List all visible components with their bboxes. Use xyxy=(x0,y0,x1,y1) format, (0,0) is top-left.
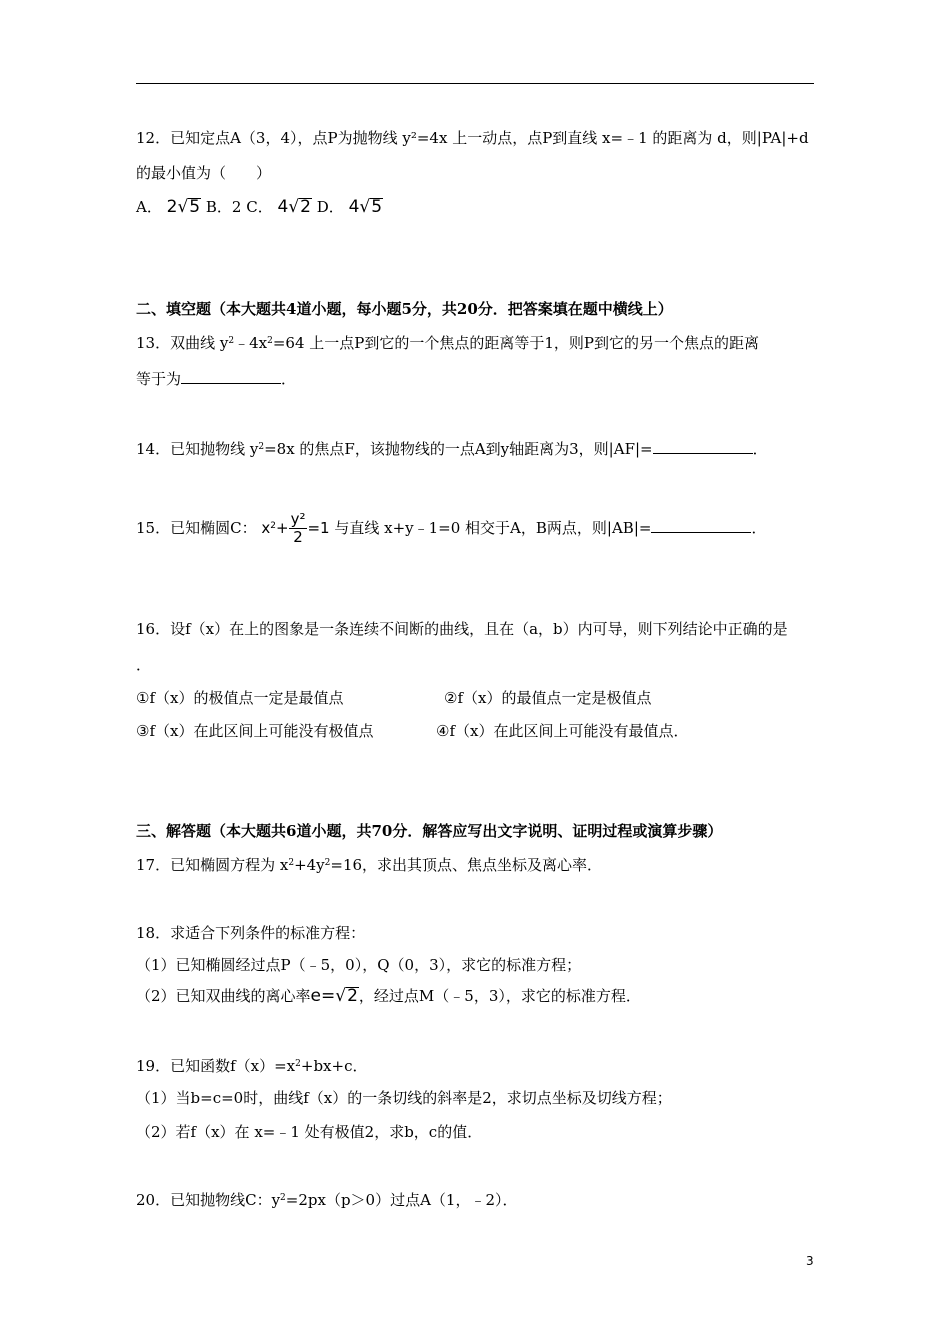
q18-eccentricity: e=√2 xyxy=(310,986,358,1006)
q14: 14．已知抛物线 $y^2=8x$ 的焦点F，该抛物线的一点A到y轴距离为3，则|AF|= ． xyxy=(136,440,768,458)
q12-option-d-value: 4√5 xyxy=(348,197,383,217)
q12-stem-line2: 的最小值为（ ） xyxy=(136,164,272,182)
page-number: 3 xyxy=(806,1254,814,1268)
q12-option-bc-label: B．2 C． xyxy=(205,198,273,216)
section-2-title: 二、填空题（本大题共4道小题，每小题5分，共20分．把答案填在题中横线上） xyxy=(136,300,673,318)
q16-option-2: ②f（x）的最值点一定是极值点 xyxy=(444,689,652,707)
q16-option-3: ③f（x）在此区间上可能没有极值点 xyxy=(136,722,374,740)
header-rule xyxy=(136,83,814,84)
q15-ellipse-equation: $x^2+$ $\frac{\text{y²}}{2}$ =1 xyxy=(261,510,330,546)
q19-line3: （2）若f（x）在 x=﹣1 处有极值2，求b，c的值． xyxy=(136,1123,483,1141)
q16-option-4: ④f（x）在此区间上可能没有最值点． xyxy=(436,722,689,740)
q12-option-a-value: 2√5 xyxy=(166,197,201,217)
q18-line3: （2）已知双曲线的离心率e=√2，经过点M（﹣5，3），求它的标准方程． xyxy=(136,986,641,1006)
q12-stem-line1: 12．已知定点A（3，4），点P为抛物线 y²=4x 上一动点，点P到直线 x=﹣1 的距离为 d，则|PA|+d xyxy=(136,129,809,147)
q16-line1: 16．设f（x）在上的图象是一条连续不间断的曲线，且在（a，b）内可导，则下列结论中正确的是 xyxy=(136,620,788,638)
q19-line1: 19．已知函数$f(x)=x^2+bx+c$． xyxy=(136,1057,368,1075)
q12-option-c-value: 4√2 xyxy=(277,197,311,217)
q16-option-1: ①f（x）的极值点一定是最值点 xyxy=(136,689,344,707)
q20: 20．已知抛物线C：$y^2=2px(p>0)$过点A（1，﹣2）． xyxy=(136,1191,518,1209)
section-3-title: 三、解答题（本大题共6道小题，共70分．解答应写出文字说明、证明过程或演算步骤） xyxy=(136,822,723,840)
q12-option-a-label: A． xyxy=(136,198,162,216)
q12-option-d-label: D． xyxy=(316,198,344,216)
q13-answer-blank[interactable] xyxy=(181,369,281,384)
q17: 17．已知椭圆方程为 $x^2+4y^2=16$，求出其顶点、焦点坐标及离心率． xyxy=(136,856,603,874)
q13-line2: 等于为 ． xyxy=(136,370,297,388)
q15: 15．已知椭圆C： $x^2+$ $\frac{\text{y²}}{2}$ =1 与直线 x+y﹣1=0 相交于A，B两点，则|AB|= ． xyxy=(136,510,767,546)
q12-options xyxy=(136,196,383,218)
q15-answer-blank[interactable] xyxy=(651,518,751,533)
q18-line2: （1）已知椭圆经过点P（﹣5，0），Q（0，3），求它的标准方程； xyxy=(136,956,582,974)
q19-line2: （1）当b=c=0时，曲线f（x）的一条切线的斜率是2，求切点坐标及切线方程； xyxy=(136,1089,672,1107)
q18-line1: 18．求适合下列条件的标准方程： xyxy=(136,924,366,942)
q16-line2: ． xyxy=(136,656,152,674)
q13-line1: 13．双曲线 $y^2﹣4x^2=64$ 上一点P到它的一个焦点的距离等于1，则P到它的另一个焦点的距离 xyxy=(136,334,759,352)
q14-answer-blank[interactable] xyxy=(653,439,753,454)
